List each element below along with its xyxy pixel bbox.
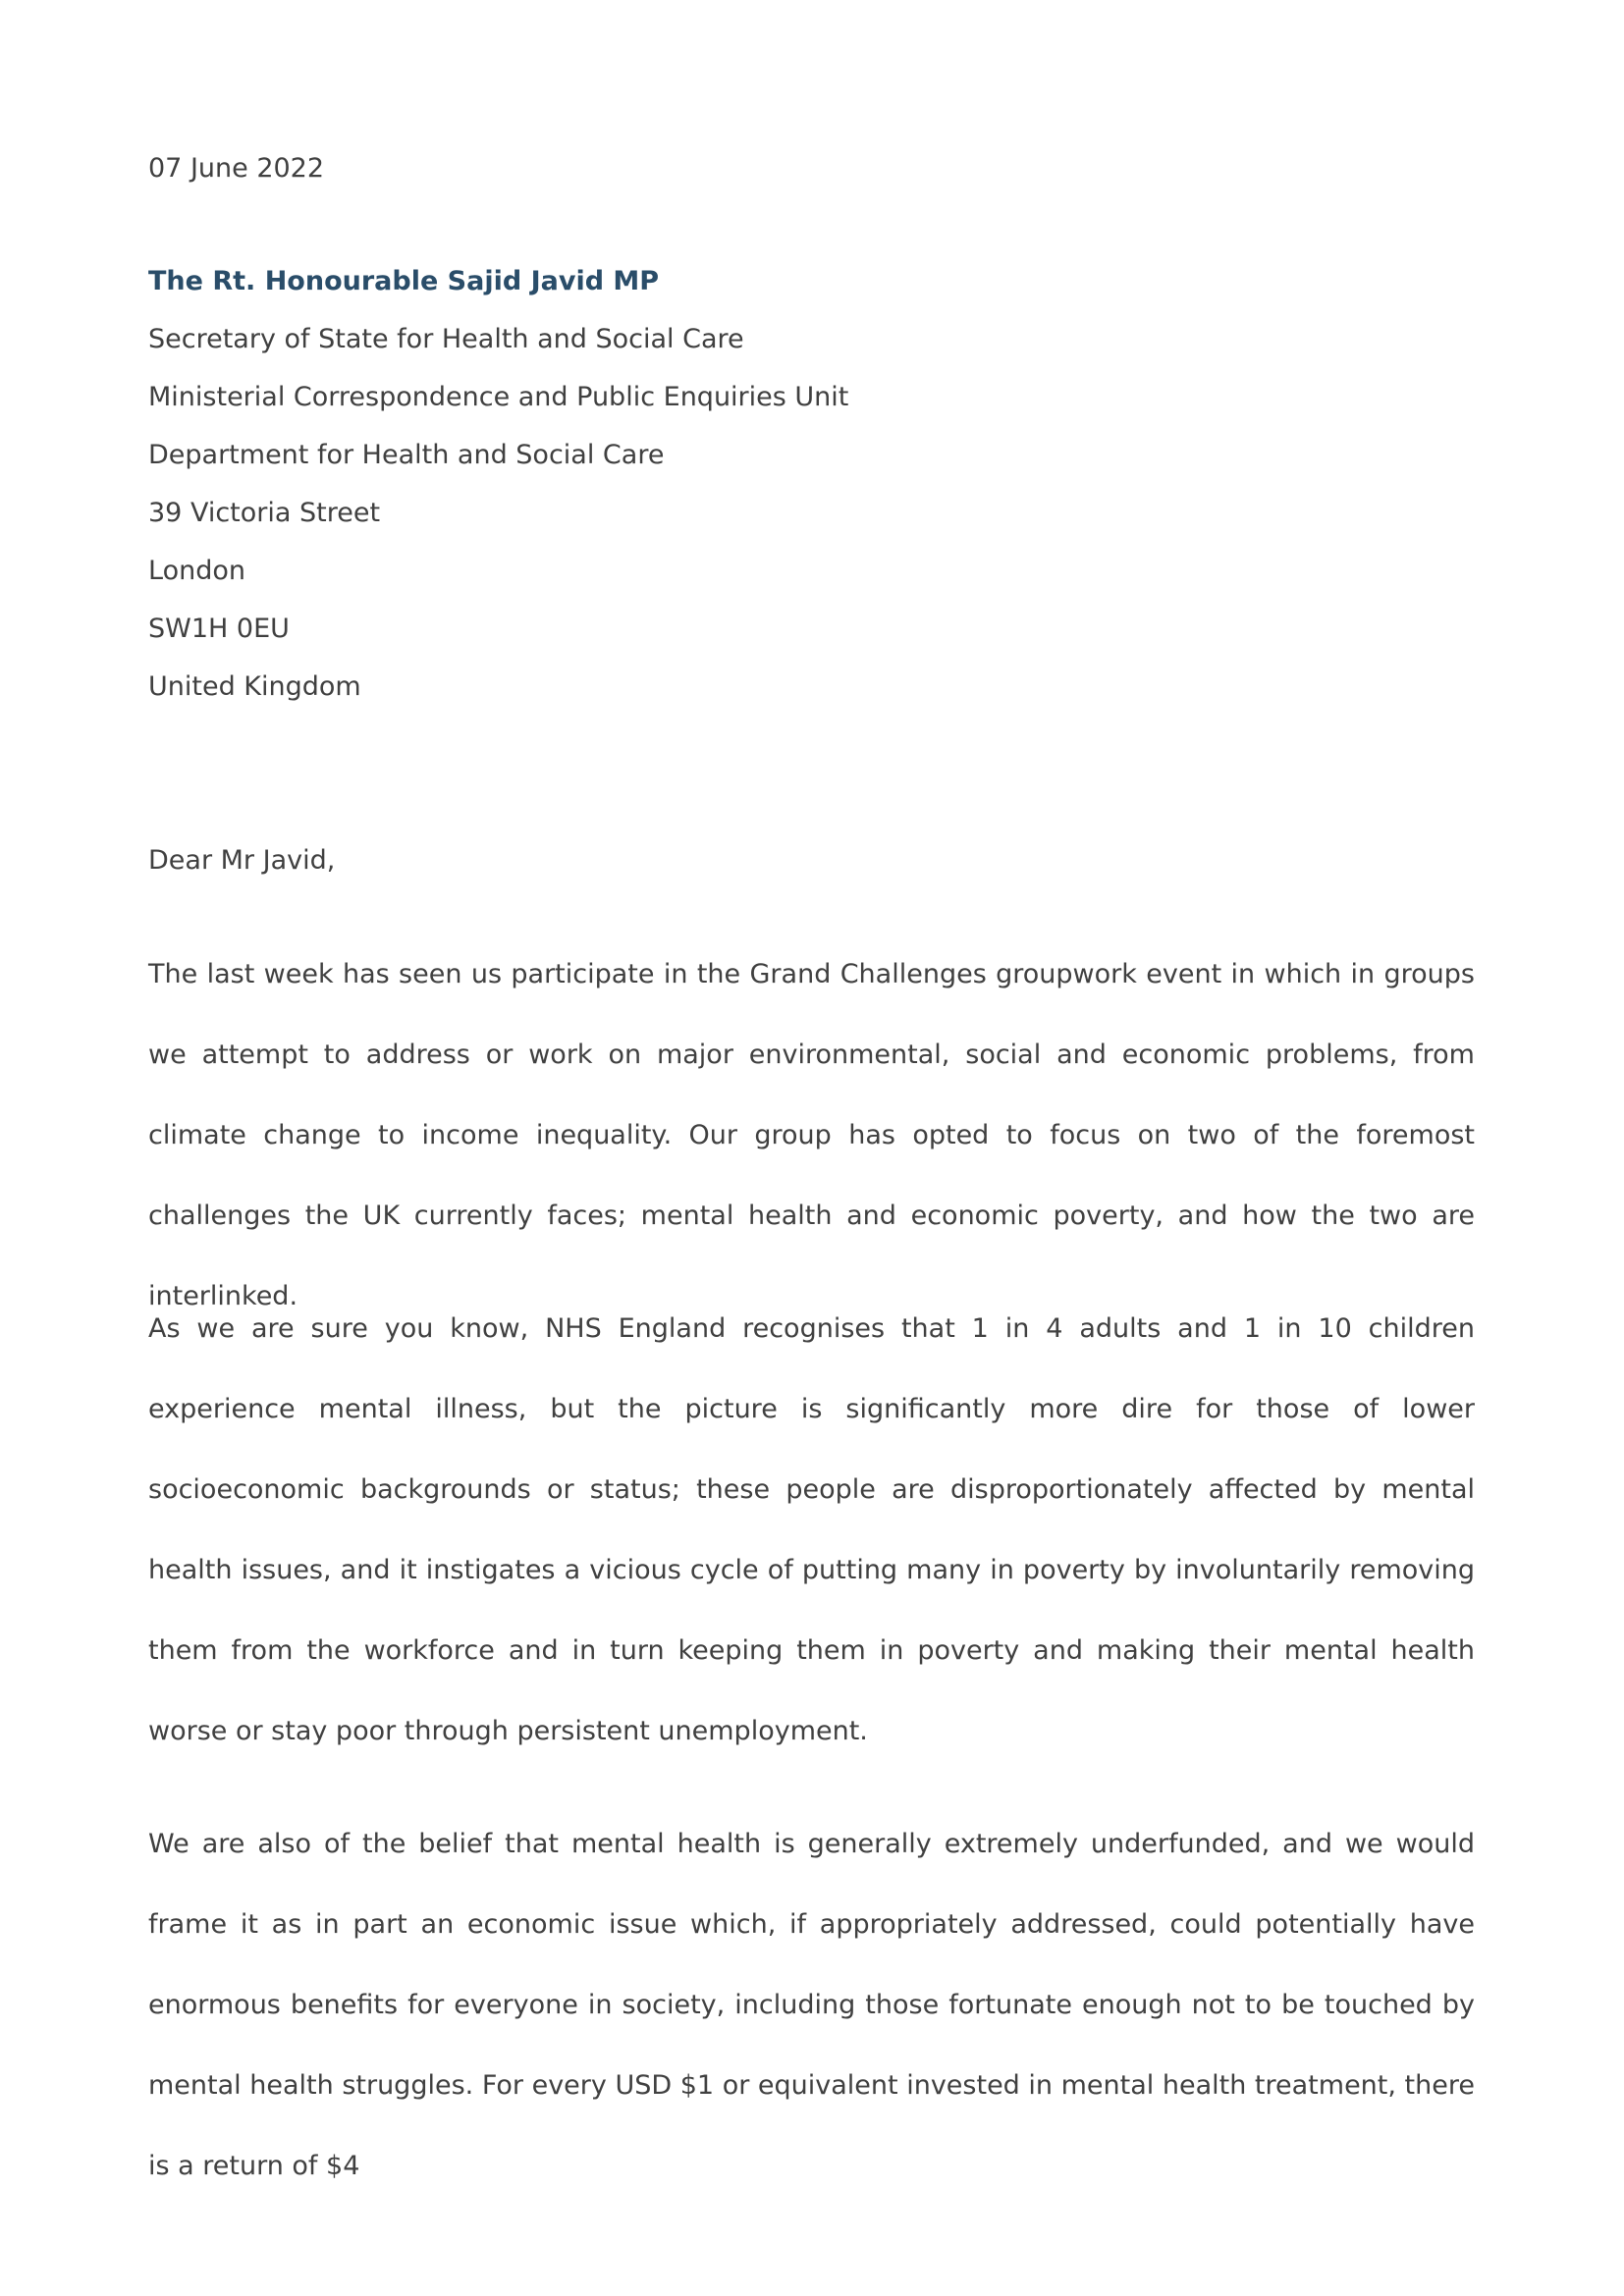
recipient-street: 39 Victoria Street <box>148 498 381 528</box>
recipient-country: United Kingdom <box>148 671 361 702</box>
body-paragraph-2: As we are sure you know, NHS England recognises that 1 in 4 adults and 1 in 10 children experience mental illness, but the picture is significantly more dire for those of lower socioeconomic backgrounds or status; these people are disproportionately affected by mental health issues, and it instigates a vicious cycle of putting many in poverty by involuntarily removing them from the workforce and in turn keeping them in poverty and making their mental health worse or stay poor through persistent unemployment. <box>148 1313 1475 1746</box>
recipient-name: The Rt. Honourable Sajid Javid MP <box>148 266 660 296</box>
body-paragraph-3: We are also of the belief that mental health is generally extremely underfunded, and we would frame it as in part an economic issue which, if appropriately addressed, could potentially have enormous benefits for everyone in society, including those fortunate enough not to be touched by mental health struggles. For every USD $1 or equivalent invested in mental health treatment, there is a return of $4 <box>148 1829 1475 2181</box>
salutation: Dear Mr Javid, <box>148 845 336 876</box>
recipient-block <box>148 261 848 724</box>
body-paragraph-1: The last week has seen us participate in the Grand Challenges groupwork event in which in groups we attempt to address or work on major environmental, social and economic problems, from climate change to income inequality. Our group has opted to focus on two of the foremost challenges the UK currently faces; mental health and economic poverty, and how the two are interlinked. <box>148 959 1475 1311</box>
recipient-city: London <box>148 556 245 586</box>
recipient-title: Secretary of State for Health and Social Care <box>148 324 744 354</box>
recipient-postcode: SW1H 0EU <box>148 614 290 644</box>
letter-date: 07 June 2022 <box>148 153 325 184</box>
recipient-department: Department for Health and Social Care <box>148 440 665 470</box>
recipient-unit: Ministerial Correspondence and Public Enquiries Unit <box>148 382 849 412</box>
